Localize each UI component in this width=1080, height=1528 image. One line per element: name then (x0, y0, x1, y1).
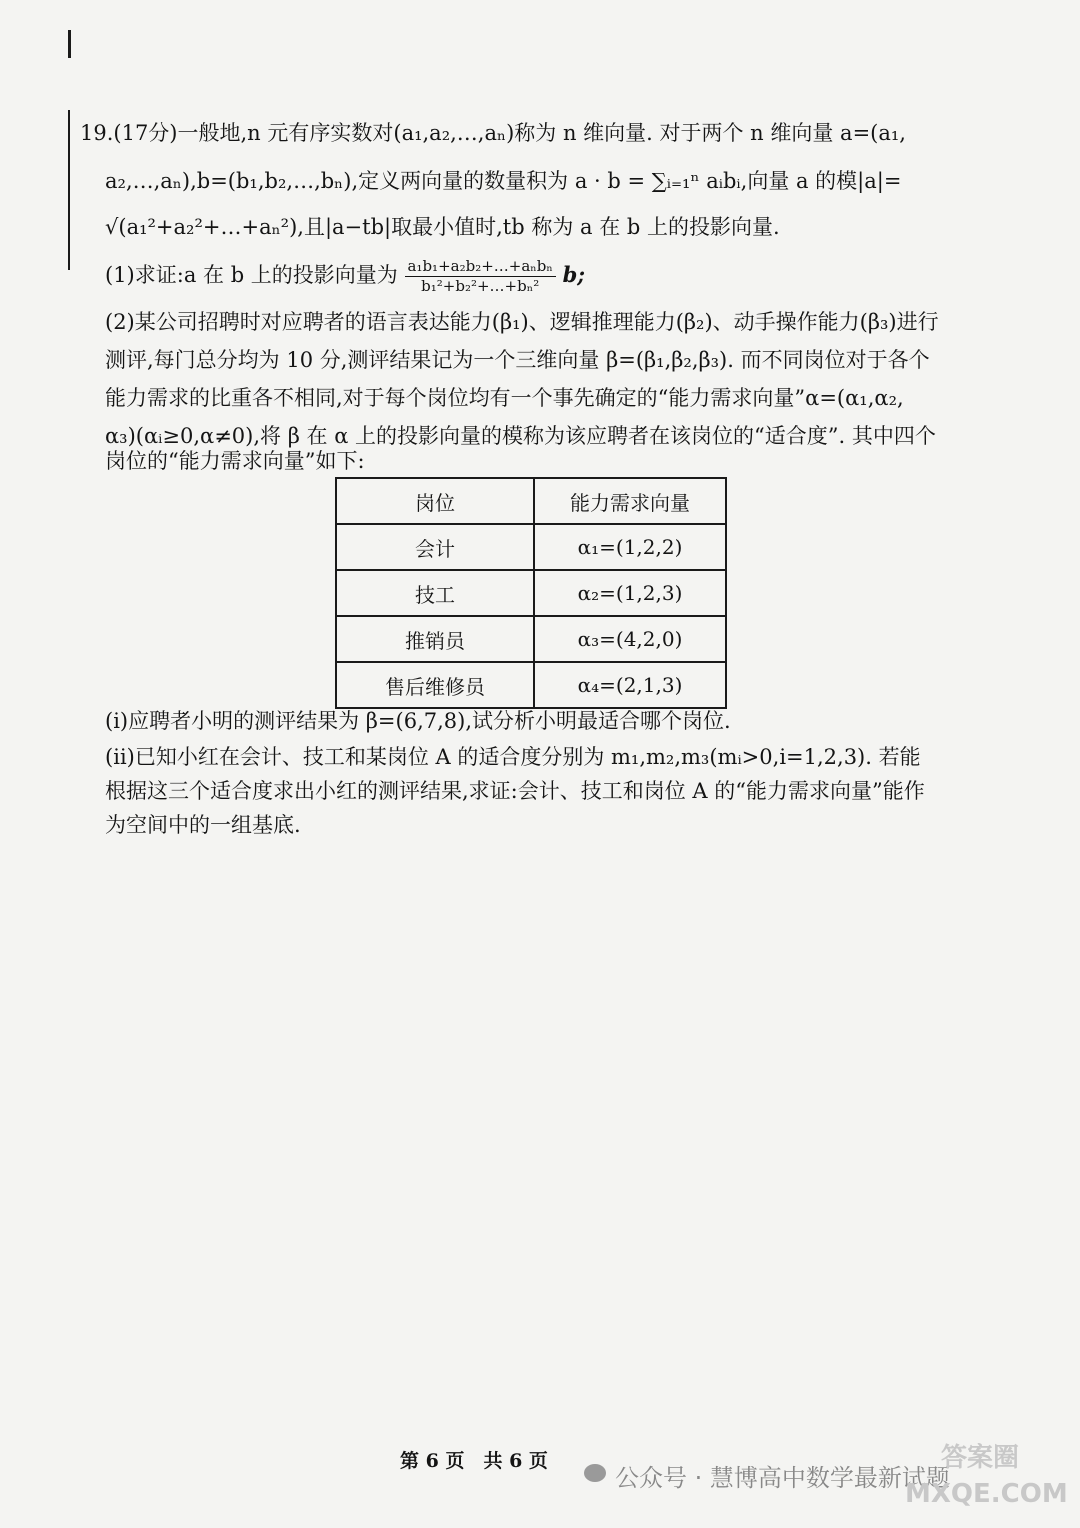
fraction-denominator: b₁²+b₂²+…+bₙ² (421, 277, 540, 295)
q19-part2-line-4: α₃)(αᵢ≥0,α≠0),将 β 在 α 上的投影向量的模称为该应聘者在该岗位的“适合度”. 其中四个 (105, 424, 936, 448)
sub-question-ii-line-1: (ⅱ)已知小红在会计、技工和某岗位 A 的适合度分别为 m₁,m₂,m₃(mᵢ>0,i=1,2,3). 若能 (105, 745, 921, 769)
q19-line-2: a₂,…,aₙ),b=(b₁,b₂,…,bₙ),定义两向量的数量积为 a · b = ∑ᵢ₌₁ⁿ aᵢbᵢ,向量 a 的模|a|= (105, 169, 902, 193)
fraction-numerator: a₁b₁+a₂b₂+…+aₙbₙ (405, 257, 556, 277)
projection-fraction (405, 257, 556, 296)
table-row (336, 662, 726, 708)
watermark-text: 公众号 · 慧博高中数学最新试题 (615, 1464, 950, 1492)
job-cell: 推销员 (336, 616, 534, 662)
part1-prefix: (1)求证:a 在 b 上的投影向量为 (105, 263, 398, 287)
ability-vector-table (335, 477, 727, 709)
q19-part1 (105, 252, 985, 298)
sub-question-ii-line-3: 为空间中的一组基底. (105, 813, 301, 837)
table-row (336, 616, 726, 662)
sub-question-ii-line-2: 根据这三个适合度求出小红的测评结果,求证:会计、技工和岗位 A 的“能力需求向量”能作 (105, 779, 925, 803)
sub-question-i: (ⅰ)应聘者小明的测评结果为 β=(6,7,8),试分析小明最适合哪个岗位. (105, 709, 731, 733)
q19-part2-line-1: (2)某公司招聘时对应聘者的语言表达能力(β₁)、逻辑推理能力(β₂)、动手操作能力(β₃)进行 (105, 310, 939, 334)
margin-mark-top (68, 30, 71, 58)
margin-mark-left (68, 110, 70, 270)
part1-suffix: b; (562, 262, 585, 287)
job-cell: 售后维修员 (336, 662, 534, 708)
job-cell: 技工 (336, 570, 534, 616)
header-job: 岗位 (336, 478, 534, 524)
table-header-row (336, 478, 726, 524)
watermark-stamp: 答案圈 MXQE.COM (905, 1443, 1068, 1509)
vector-cell: α₂=(1,2,3) (534, 570, 726, 616)
vector-cell: α₄=(2,1,3) (534, 662, 726, 708)
header-vector: 能力需求向量 (534, 478, 726, 524)
q19-part2-line-3: 能力需求的比重各不相同,对于每个岗位均有一个事先确定的“能力需求向量”α=(α₁,α₂, (105, 386, 904, 410)
q19-line-1: 19.(17分)一般地,n 元有序实数对(a₁,a₂,…,aₙ)称为 n 维向量. 对于两个 n 维向量 a=(a₁, (80, 121, 906, 145)
table-row (336, 524, 726, 570)
q19-part2-line-2: 测评,每门总分均为 10 分,测评结果记为一个三维向量 β=(β₁,β₂,β₃). 而不同岗位对于各个 (105, 348, 930, 372)
wechat-icon (584, 1464, 606, 1482)
job-cell: 会计 (336, 524, 534, 570)
page-footer: 第 6 页 共 6 页 (400, 1450, 548, 1472)
q19-line-3: √(a₁²+a₂²+…+aₙ²),且|a−tb|取最小值时,tb 称为 a 在 b 上的投影向量. (105, 215, 780, 239)
vector-cell: α₁=(1,2,2) (534, 524, 726, 570)
vector-cell: α₃=(4,2,0) (534, 616, 726, 662)
table-row (336, 570, 726, 616)
q19-part2-line-5: 岗位的“能力需求向量”如下: (105, 449, 365, 473)
